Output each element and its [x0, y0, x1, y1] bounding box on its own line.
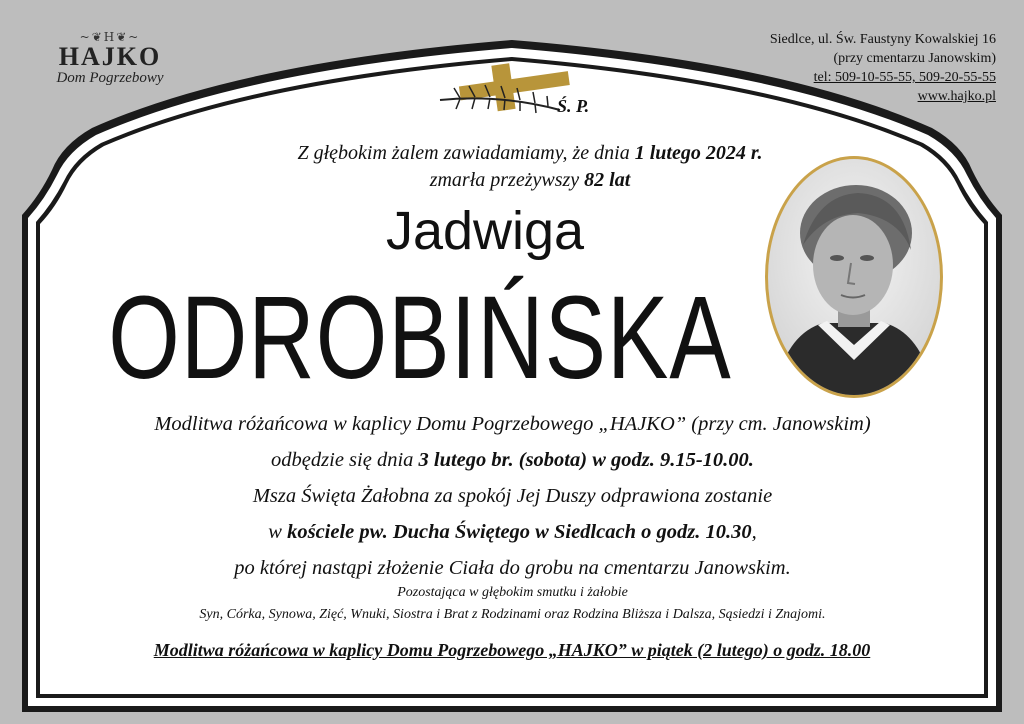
cross-with-palm-icon: [420, 60, 620, 120]
phone-link[interactable]: tel: 509-10-55-55, 509-20-55-55: [813, 70, 996, 85]
details-line-rosary-date: odbędzie się dnia 3 lutego br. (sobota) w godz. 9.15-10.00.: [271, 449, 754, 471]
details-line-mass: Msza Święta Żałobna za spokój Jej Duszy odprawiona zostanie: [252, 485, 773, 507]
death-date-line: Z głębokim żalem zawiadamiamy, że dnia 1 lutego 2024 r.: [297, 142, 763, 164]
website-link[interactable]: www.hajko.pl: [917, 89, 996, 104]
details-line-church: w kościele pw. Ducha Świętego w Siedlcach o godz. 10.30,: [268, 521, 757, 543]
deceased-portrait: [763, 155, 945, 400]
funeral-home-logo: [30, 30, 190, 87]
deceased-last-name: ODROBIŃSKA: [108, 273, 732, 404]
logo-name: HAJKO: [58, 42, 162, 71]
logo-subtitle: Dom Pogrzebowy: [56, 70, 164, 86]
age-line: zmarła przeżywszy 82 lat: [429, 169, 631, 191]
footer-prayer-note: Modlitwa różańcowa w kaplicy Domu Pogrzebowego „HAJKO” w piątek (2 lutego) o godz. 18.00: [153, 640, 871, 660]
ornament-icon: ~❦H❦~: [79, 30, 141, 44]
deceased-first-name: Jadwiga: [385, 201, 585, 261]
details-line-rosary: Modlitwa różańcowa w kaplicy Domu Pogrzebowego „HAJKO” (przy cm. Janowskim): [154, 413, 871, 435]
mourners-block: [60, 582, 965, 626]
details-line-burial: po której nastąpi złożenie Ciała do grobu na cmentarzu Janowskim.: [234, 557, 791, 579]
contact-block: [770, 30, 996, 106]
ceremony-details: [60, 406, 965, 586]
mourners-intro: Pozostająca w głębokim smutku i żałobie: [397, 585, 628, 600]
sp-label: Ś. P.: [557, 96, 590, 116]
address-note: (przy cmentarzu Janowskim): [833, 51, 996, 66]
address-line: Siedlce, ul. Św. Faustyny Kowalskiej 16: [769, 32, 996, 47]
mourners-list: Syn, Córka, Synowa, Zięć, Wnuki, Siostra i Brat z Rodzinami oraz Rodzina Bliższa i Dalsza, Sąsiedzi i Znajomi.: [199, 607, 826, 622]
